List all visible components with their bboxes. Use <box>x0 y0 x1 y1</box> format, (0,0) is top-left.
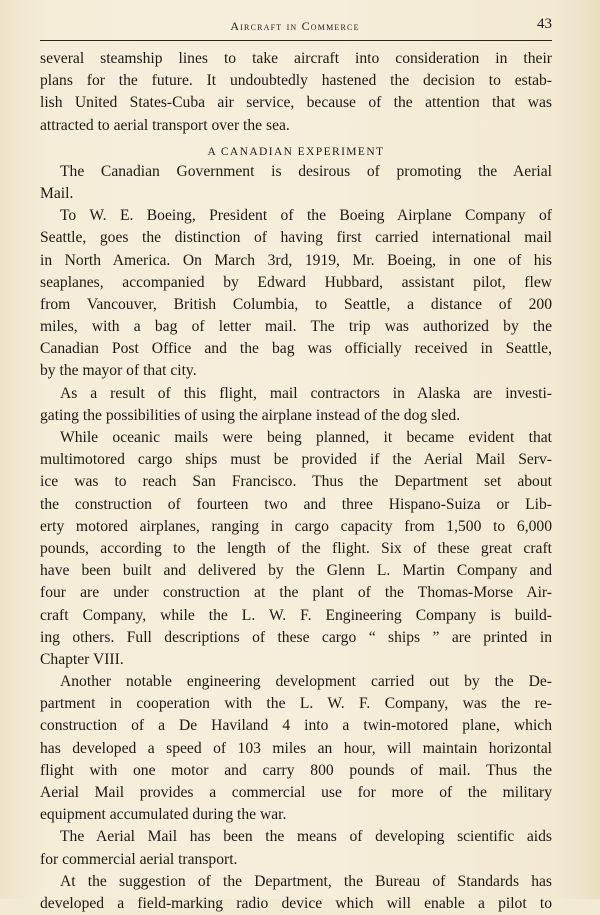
text-line: pounds, according to the length of the flight. Six of these great craft <box>40 539 552 557</box>
text-line: attracted to aerial transport over the sea. <box>40 116 290 134</box>
text-line: several steamship lines to take aircraft into consideration in their <box>40 50 552 67</box>
text-line: for commercial aerial transport. <box>40 850 238 868</box>
text-line: plans for the future. It undoubtedly hastened the decision to estab- <box>40 72 552 90</box>
text-line: Mail. <box>40 184 74 202</box>
text-line: ice was to reach San Francisco. Thus the Department set about <box>40 473 552 491</box>
text-line: four are under construction at the plant of the Thomas-Morse Air- <box>40 584 552 602</box>
text-line: At the suggestion of the Department, the Bureau of Standards has <box>60 872 552 890</box>
text-line: The Canadian Government is desirous of promoting the Aerial <box>60 162 552 180</box>
page-header <box>40 14 550 36</box>
body-text <box>40 48 552 915</box>
text-line: lish United States-Cuba air service, because of the attention that was <box>40 94 552 112</box>
text-line: Another notable engineering development carried out by the De- <box>60 673 552 691</box>
text-line: developed a field-marking radio device which will enable a pilot to <box>40 894 552 912</box>
text-line: As a result of this flight, mail contractors in Alaska are investi- <box>60 384 552 402</box>
text-block-after-heading <box>40 161 552 915</box>
text-line: equipment accumulated during the war. <box>40 806 287 824</box>
section-heading: A CANADIAN EXPERIMENT <box>207 145 385 158</box>
text-line: partment in cooperation with the L. W. F. Company, was the re- <box>40 695 552 713</box>
text-line: seaplanes, accompanied by Edward Hubbard, assistant pilot, flew <box>40 273 552 291</box>
text-line: from Vancouver, British Columbia, to Seattle, a distance of 200 <box>40 295 552 313</box>
text-line: The Aerial Mail has been the means of developing scientific aids <box>60 828 552 846</box>
text-line: Canadian Post Office and the bag was officially received in Seattle, <box>40 340 552 358</box>
text-line: To W. E. Boeing, President of the Boeing Airplane Company of <box>60 207 552 225</box>
text-block-before-heading <box>40 48 552 137</box>
text-line: craft Company, while the L. W. F. Engineering Company is build- <box>40 606 552 624</box>
text-line: flight with one motor and carry 800 pounds of mail. Thus the <box>40 761 552 779</box>
running-head: Aircraft in Commerce <box>230 19 360 33</box>
text-line: have been built and delivered by the Glenn L. Martin Company and <box>40 562 552 580</box>
text-line: construction of a De Haviland 4 into a twin-motored plane, which <box>40 717 552 735</box>
text-line: has developed a speed of 103 miles an hour, will maintain horizontal <box>40 739 552 757</box>
text-line: gating the possibilities of using the airplane instead of the dog sled. <box>40 406 461 424</box>
text-line: multimotored cargo ships must be provided if the Aerial Mail Serv- <box>40 451 552 469</box>
text-line: Seattle, goes the distinction of having first carried international mail <box>40 229 552 247</box>
text-line: the construction of fourteen two and three Hispano-Suiza or Lib- <box>40 495 552 513</box>
header-rule <box>40 40 552 41</box>
text-line: ing others. Full descriptions of these cargo “ ships ” are printed in <box>40 628 552 646</box>
text-line: Aerial Mail provides a commercial use for more of the military <box>40 784 552 801</box>
text-line: miles, with a bag of letter mail. The trip was authorized by the <box>40 318 552 336</box>
text-line: in North America. On March 3rd, 1919, Mr. Boeing, in one of his <box>40 251 552 269</box>
page-number: 43 <box>537 16 552 32</box>
text-line: Chapter VIII. <box>40 650 124 668</box>
text-line: erty motored airplanes, ranging in cargo capacity from 1,500 to 6,000 <box>40 517 552 535</box>
text-line: by the mayor of that city. <box>40 362 197 380</box>
text-line: While oceanic mails were being planned, it became evident that <box>60 429 552 446</box>
